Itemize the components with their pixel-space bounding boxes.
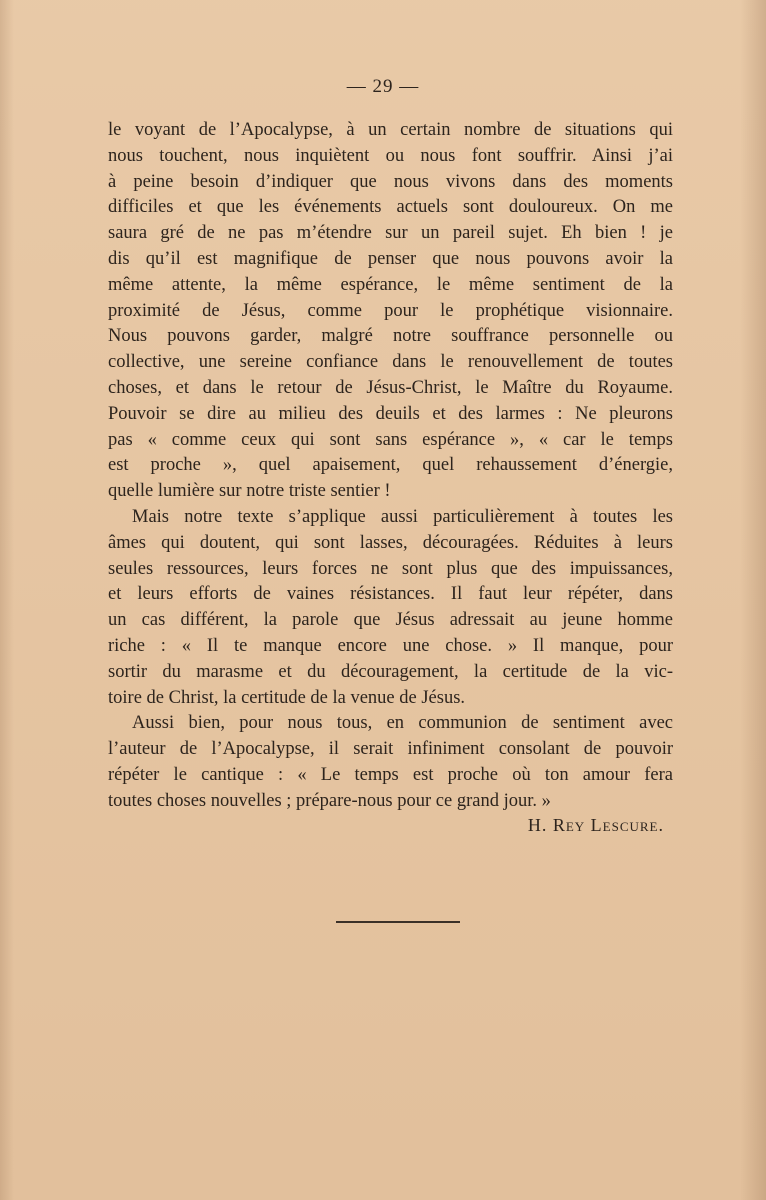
text-line: Mais notre texte s’applique aussi particulièrement à toutes les (132, 506, 673, 527)
text-line: proximité de Jésus, comme pour le prophétique visionnaire. (108, 300, 673, 321)
author-signature (528, 815, 664, 836)
text-line: l’auteur de l’Apocalypse, il serait infiniment consolant de pouvoir (108, 739, 673, 760)
text-line: pas « comme ceux qui sont sans espérance », « car le temps (108, 429, 673, 450)
text-line: âmes qui doutent, qui sont lasses, découragées. Réduites à leurs (108, 532, 673, 553)
text-line: Pouvoir se dire au milieu des deuils et des larmes : Ne pleurons (108, 403, 673, 424)
text-line: est proche », quel apaisement, quel rehaussement d’énergie, (108, 455, 673, 476)
text-line: dis qu’il est magnifique de penser que nous pouvons avoir la (108, 248, 673, 269)
text-line: un cas différent, la parole que Jésus adressait au jeune homme (108, 610, 673, 631)
text-line: nous touchent, nous inquiètent ou nous font souffrir. Ainsi j’ai (108, 145, 673, 166)
closing-rule (336, 921, 460, 923)
text-line: difficiles et que les événements actuels sont douloureux. On me (108, 197, 673, 218)
text-line: riche : « Il te manque encore une chose. » Il manque, pour (108, 635, 673, 656)
text-line: collective, une sereine confiance dans le renouvellement de toutes (108, 352, 673, 373)
text-line: seules ressources, leurs forces ne sont plus que des impuissances, (108, 558, 673, 579)
text-line: répéter le cantique : « Le temps est proche où ton amour fera (108, 764, 673, 785)
text-line: choses, et dans le retour de Jésus-Christ, le Maître du Royaume. (108, 377, 673, 398)
text-line: saura gré de ne pas m’étendre sur un pareil sujet. Eh bien ! je (108, 223, 673, 244)
signature-name: Rey Lescure. (552, 815, 664, 835)
text-line: même attente, la même espérance, le même sentiment de la (108, 274, 673, 295)
text-line: sortir du marasme et du découragement, la certitude de la vic- (108, 661, 673, 682)
text-line: Nous pouvons garder, malgré notre souffrance personnelle ou (108, 326, 673, 347)
page-number: — 29 — (346, 76, 420, 97)
text-line: toutes choses nouvelles ; prépare-nous pour ce grand jour. » (108, 790, 551, 811)
signature-initial: H. (527, 815, 548, 835)
text-line: et leurs efforts de vaines résistances. Il faut leur répéter, dans (108, 584, 673, 605)
body-text (108, 118, 673, 815)
text-line: à peine besoin d’indiquer que nous vivons dans des moments (108, 171, 673, 192)
text-line: quelle lumière sur notre triste sentier ! (108, 481, 391, 502)
text-line: toire de Christ, la certitude de la venue de Jésus. (108, 687, 466, 708)
text-line: Aussi bien, pour nous tous, en communion de sentiment avec (132, 713, 673, 734)
text-line: le voyant de l’Apocalypse, à un certain nombre de situations qui (108, 120, 673, 140)
